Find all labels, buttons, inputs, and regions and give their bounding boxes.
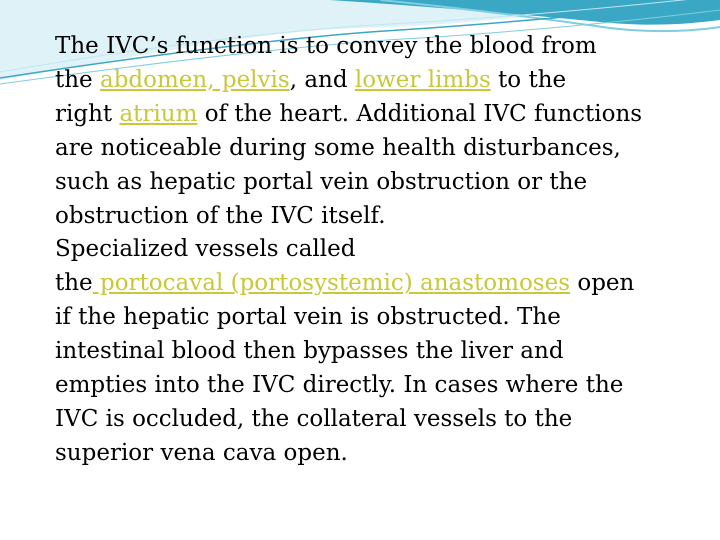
text-line bbox=[55, 437, 695, 471]
text-span: of the heart. Additional IVC functions bbox=[197, 100, 643, 127]
text-line bbox=[55, 166, 695, 200]
text-span: open bbox=[570, 270, 635, 297]
text-line bbox=[55, 403, 695, 437]
text-line bbox=[55, 301, 695, 335]
text-line bbox=[55, 267, 695, 301]
text-line bbox=[55, 335, 695, 369]
text-span: such as hepatic portal vein obstruction or the bbox=[55, 168, 588, 195]
text-span: IVC is occluded, the collateral vessels to the bbox=[55, 405, 573, 432]
portocaval-anastomoses-link[interactable]: portocaval (portosystemic) anastomoses bbox=[92, 270, 571, 297]
lower-limbs-link[interactable]: lower limbs bbox=[354, 66, 491, 93]
text-line bbox=[55, 200, 695, 234]
text-span: the bbox=[55, 270, 93, 297]
text-span: superior vena cava open. bbox=[55, 439, 348, 466]
text-line bbox=[55, 30, 695, 64]
body-text bbox=[55, 30, 695, 471]
text-span: the bbox=[55, 66, 100, 93]
abdomen-pelvis-link[interactable]: abdomen, pelvis bbox=[99, 66, 290, 93]
text-span: empties into the IVC directly. In cases where the bbox=[55, 372, 624, 399]
text-span: Specialized vessels called bbox=[55, 236, 356, 263]
text-line bbox=[55, 132, 695, 166]
text-span: are noticeable during some health disturbances, bbox=[55, 134, 621, 161]
text-line bbox=[55, 233, 695, 267]
text-line bbox=[55, 369, 695, 403]
text-line bbox=[55, 98, 695, 132]
text-span: , and bbox=[289, 66, 355, 93]
text-span: to the bbox=[490, 66, 567, 93]
text-span: right bbox=[55, 100, 120, 127]
text-line bbox=[55, 64, 695, 98]
text-span: obstruction of the IVC itself. bbox=[55, 202, 386, 229]
text-span: intestinal blood then bypasses the liver and bbox=[55, 338, 564, 365]
atrium-link[interactable]: atrium bbox=[119, 100, 198, 127]
text-span: if the hepatic portal vein is obstructed. The bbox=[55, 304, 561, 331]
text-span: The IVC’s function is to convey the blood from bbox=[55, 33, 597, 59]
